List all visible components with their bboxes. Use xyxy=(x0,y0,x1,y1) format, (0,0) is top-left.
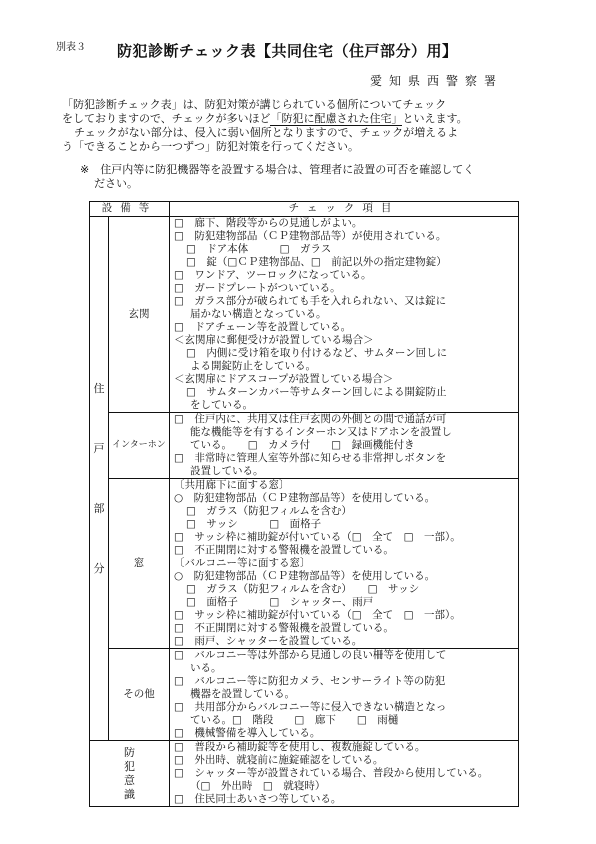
sub-genkan: 玄関 xyxy=(109,217,170,413)
sub-interphone: インターホン xyxy=(109,413,170,479)
check-item: □ バルコニー等は外部から見通しの良い柵等を使用して xyxy=(174,649,447,661)
category-jukobubun xyxy=(90,217,109,741)
category-char: 意 xyxy=(124,773,135,787)
intro-line-2 xyxy=(62,112,532,126)
check-item: ＜玄関扉に郵便受けが設置している場合＞ xyxy=(174,334,374,346)
check-item: □ バルコニー等に防犯カメラ、センサーライト等の防犯 xyxy=(174,675,446,687)
check-item: □ 普段から補助錠等を使用し、複数施錠している。 xyxy=(174,741,426,753)
check-item: ている。□ 階段 □ 廊下 □ 雨樋 xyxy=(190,714,399,726)
row-mado xyxy=(90,479,519,649)
note xyxy=(80,163,474,191)
header-equipment: 設備等 xyxy=(90,202,170,217)
check-item: ○ 防犯建物部品（ＣＰ建物部品等）を使用している。 xyxy=(174,492,436,504)
intro-line-2b: といえます。 xyxy=(402,112,468,125)
intro-line-1: 「防犯診断チェック表」は、防犯対策が講じられている個所についてチェック xyxy=(62,98,447,111)
row-genkan xyxy=(90,217,519,413)
check-item: □ 共用部分からバルコニー等に侵入できない構造となっ xyxy=(174,701,447,713)
check-item: □ 不正開閉に対する警報機を設置している。 xyxy=(174,544,394,556)
check-item: □ サッシ枠に補助錠が付いている（□ 全て □ 一部）。 xyxy=(174,531,461,543)
check-item: 〔バルコニー等に面する窓〕 xyxy=(174,557,311,569)
check-item: □ 廊下、階段等からの見通しがよい。 xyxy=(174,217,363,229)
intro-paragraph xyxy=(62,98,532,154)
category-char: 戸 xyxy=(93,441,105,455)
check-item: □ 内側に受け箱を取り付けるなど、サムターン回しに xyxy=(186,347,448,359)
check-item: □ 雨戸、シャッターを設置している。 xyxy=(174,635,363,647)
check-item: □ 不正開閉に対する警報機を設置している。 xyxy=(174,622,394,634)
check-item: ＜玄関扉にドアスコープが設置している場合＞ xyxy=(174,373,394,385)
check-item: □ 住民同士あいさつ等している。 xyxy=(174,793,342,805)
sub-mado: 窓 xyxy=(109,479,170,649)
check-item: □ サッシ枠に補助錠が付いている（□ 全て □ 一部）。 xyxy=(174,609,461,621)
items-sonota xyxy=(170,649,519,741)
check-item: いる。 xyxy=(190,662,222,674)
items-interphone xyxy=(170,413,519,479)
check-item: □ 外出時、就寝前に施錠確認をしている。 xyxy=(174,754,384,766)
category-char: 部 xyxy=(93,501,105,515)
check-item: ○ 防犯建物部品（ＣＰ建物部品等）を使用している。 xyxy=(174,570,436,582)
row-interphone xyxy=(90,413,519,479)
check-item: □ ワンドア、ツーロックになっている。 xyxy=(174,269,372,281)
check-item: □ 錠（□ＣＰ建物部品、□ 前記以外の指定建物錠） xyxy=(186,256,447,268)
check-item: よる開錠防止をしている。 xyxy=(190,360,316,372)
intro-emphasis: 「防犯に配慮された住宅」 xyxy=(270,112,403,125)
check-item: □ ガラス部分が破られても手を入れられない、又は錠に xyxy=(174,295,447,307)
check-item: □ 防犯建物部品（ＣＰ建物部品等）が使用されている。 xyxy=(174,230,447,242)
check-item: □ 非常時に管理人室等外部に知らせる非常押しボタンを xyxy=(174,452,447,464)
note-mark: ※ xyxy=(80,163,90,176)
check-item: 届かない構造となっている。 xyxy=(190,308,327,320)
author: 愛知県西警察署 xyxy=(370,74,504,88)
check-item: □ ドア本体 □ ガラス xyxy=(186,243,332,255)
check-item: □ サッシ □ 面格子 xyxy=(186,518,322,530)
note-line-1: 住戸内等に防犯機器等を設置する場合は、管理者に設置の可否を確認してく xyxy=(100,163,475,176)
check-item: 能な機能等を有するインターホン又はドアホンを設置し xyxy=(190,426,452,438)
check-item: □ 住戸内に、共用又は住戸玄関の外側との間で通話が可 xyxy=(174,413,447,425)
category-char: 住 xyxy=(93,381,105,395)
doc-label: 別表３ xyxy=(56,42,86,53)
intro-line-2a: をしておりますので、チェックが多いほど xyxy=(62,112,271,125)
note-line-2: ださい。 xyxy=(94,177,138,190)
row-sonota xyxy=(90,649,519,741)
sub-sonota: その他 xyxy=(109,649,170,741)
intro-line-4: う「できることから一つずつ」防犯対策を行ってください。 xyxy=(62,140,359,153)
row-bohan-ishiki xyxy=(90,741,519,807)
check-item: □ ガラス（防犯フィルムを含む） □ サッシ xyxy=(186,583,420,595)
intro-line-3: チェックがない部分は、侵入に弱い個所となりますので、チェックが増えるよ xyxy=(74,126,459,139)
check-item: □ ガラス（防犯フィルムを含む） xyxy=(186,505,352,517)
check-table xyxy=(89,201,519,807)
check-item: 機器を設置している。 xyxy=(190,688,295,700)
category-char: 防 xyxy=(124,745,135,759)
category-bohan-ishiki xyxy=(90,741,170,807)
check-item: 〔共用廊下に面する窓〕 xyxy=(174,479,290,491)
items-genkan xyxy=(170,217,519,413)
check-item: □ ドアチェーン等を設置している。 xyxy=(174,321,352,333)
category-char: 識 xyxy=(124,787,135,801)
category-char: 分 xyxy=(93,561,105,575)
check-item: □ シャッター等が設置されている場合、普段から使用している。 xyxy=(174,767,489,779)
check-item: 設置している。 xyxy=(190,465,264,477)
category-char: 犯 xyxy=(124,759,135,773)
check-item: □ 面格子 □ シャッター、雨戸 xyxy=(186,596,374,608)
table-header xyxy=(90,202,519,217)
check-item: □ サムターンカバー等サムターン回しによる開錠防止 xyxy=(186,386,447,398)
items-mado xyxy=(170,479,519,649)
check-item: □ ガードプレートがついている。 xyxy=(174,282,341,294)
page-title: 防犯診断チェック表【共同住宅（住戸部分）用】 xyxy=(117,42,458,60)
check-item: （□ 外出時 □ 就寝時） xyxy=(190,780,326,792)
check-item: ている。 □ カメラ付 □ 録画機能付き xyxy=(190,439,415,451)
items-bohan xyxy=(170,741,519,807)
check-item: をしている。 xyxy=(190,399,253,411)
header-check-items: チェック項目 xyxy=(170,202,519,217)
check-item: □ 機械警備を導入している。 xyxy=(174,727,321,739)
